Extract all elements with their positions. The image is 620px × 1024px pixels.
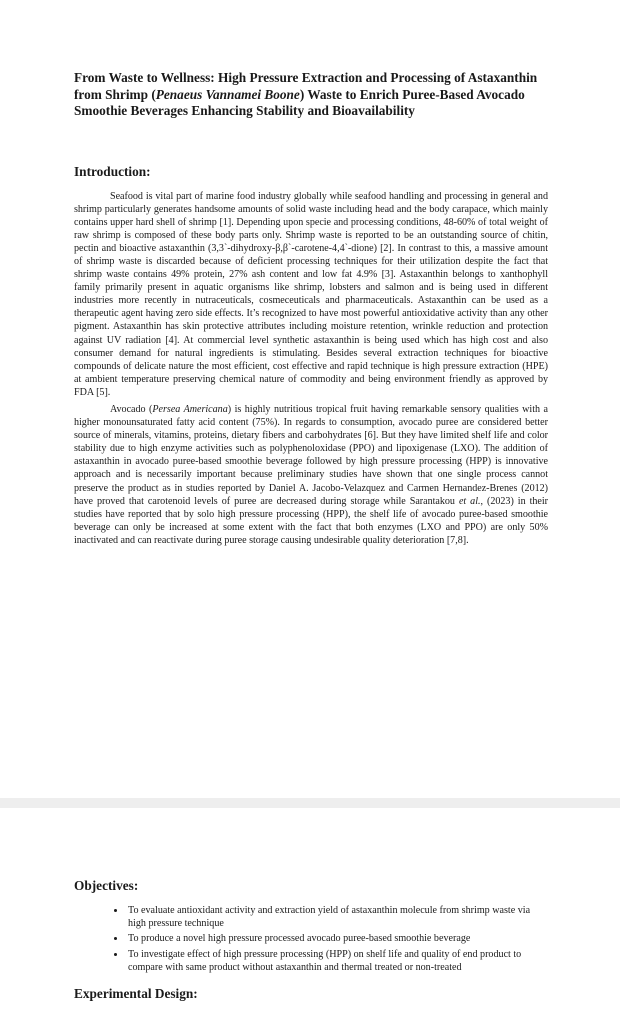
para2-mid: ) is highly nutritious tropical fruit having remarkable sensory qualities with a higher monounsaturated fatty acid content (75%). In regards to consumption, avocado puree are considered better source of minerals, vitamins, proteins, dietary fibers and carbohydrates [6]. But they have limited shelf life and color stability due to high enzyme activities such as polyphenoloxidase (PPO) and lipoxigenase (LXO). The addition of astaxanthin in avocado puree-based smoothie beverage followed by high pressure processing (HPP) is innovative approach and is necessarily important because preliminary studies have shown that one single process cannot preserve the product as in studies reported by Daniel A. Jacobo-Velazquez and Carmen Hernandez-Brenes (2012) have proved that carotenoid levels of puree are decreased during storage while Sarantakou xyxy=(74,404,548,507)
objective-item: • To produce a novel high pressure processed avocado puree-based smoothie beverage xyxy=(126,932,548,945)
para2-start: Avocado ( xyxy=(110,404,153,415)
objectives-list xyxy=(74,904,548,974)
para2-et-al: et al. xyxy=(458,495,481,507)
title-part-1: From Waste to Wellness: High Pressure Extraction and Processing of Astaxanthin from Shrimp ( xyxy=(74,70,538,102)
para2-species: Persea Americana xyxy=(152,404,228,415)
introduction-heading: Introduction: xyxy=(74,163,151,179)
para2-end: , (2023) in their studies have reported that by solo high pressure processing (HPP), the shelf life of avocado puree-based smoothie beverage can only be increased at some extent with the fact that both enzymes (LXO and PPO) are only 50% inactivated and can reactivate during puree storage causing undesirable quality deterioration [7,8]. xyxy=(74,495,548,546)
introduction-paragraph-2 xyxy=(74,403,548,547)
introduction-paragraph-1: Seafood is vital part of marine food industry globally while seafood handling and processing in general and shrimp particularly generates handsome amounts of solid waste including head and the body carapace, which mainly contains upper hard shell of shrimp [1]. Depending upon specie and processing conditions, 48-60% of total weight of raw shrimp is composed of these body parts only. Shrimp waste is reported to be an outstanding source of chitin, pectin and bioactive astaxanthin (3,3`-dihydroxy-β,β`-carotene-4,4`-dione) [2]. In contrast to this, a massive amount of shrimp waste is discarded because of deficient processing techniques for their utilization despite the fact that shrimp waste contains 49% protein, 27% ash content and low fat 4.9% [3]. Astaxanthin belongs to xanthophyll family primarily present in aquatic organisms like shrimp, lobsters and salmon and is being used in different industries more recently in nutraceuticals, cosmeceuticals and pharmaceuticals. Astaxanthin can be used as a therapeutic agent having zero side effects. It’s recognized to have most powerful antioxidative activity than any other pigment. Astaxanthin has skin protective attributes including moisture retention, wrinkle reduction and protection against UV radiation [4]. At commercial level synthetic astaxanthin is being used which has high cost and also consumer demand for natural ingredients is stimulating. Besides several extraction techniques for bioactive compounds of delicate nature the most efficient, cost effective and rapid technique is high pressure extraction (HPE) at ambient temperature preserving chemical nature of commodity and being environment friendly as approved by FDA [5]. xyxy=(74,190,548,398)
title-part-2: ) Waste to Enrich Puree-Based Avocado Smoothie Beverages Enhancing Stability and Bioavailability xyxy=(74,86,525,118)
objective-item: • To evaluate antioxidant activity and extraction yield of astaxanthin molecule from shrimp waste via high pressure technique xyxy=(126,904,548,930)
objectives-heading: Objectives: xyxy=(74,878,139,893)
objective-item: • To investigate effect of high pressure processing (HPP) on shelf life and quality of end product to compare with same product without astaxanthin and thermal treated or non-treated xyxy=(126,948,548,974)
document-page-2 xyxy=(0,808,620,1024)
experimental-design-heading: Experimental Design: xyxy=(74,986,198,1002)
title-species: Penaeus Vannamei Boone xyxy=(155,86,300,102)
paper-title xyxy=(74,70,548,120)
